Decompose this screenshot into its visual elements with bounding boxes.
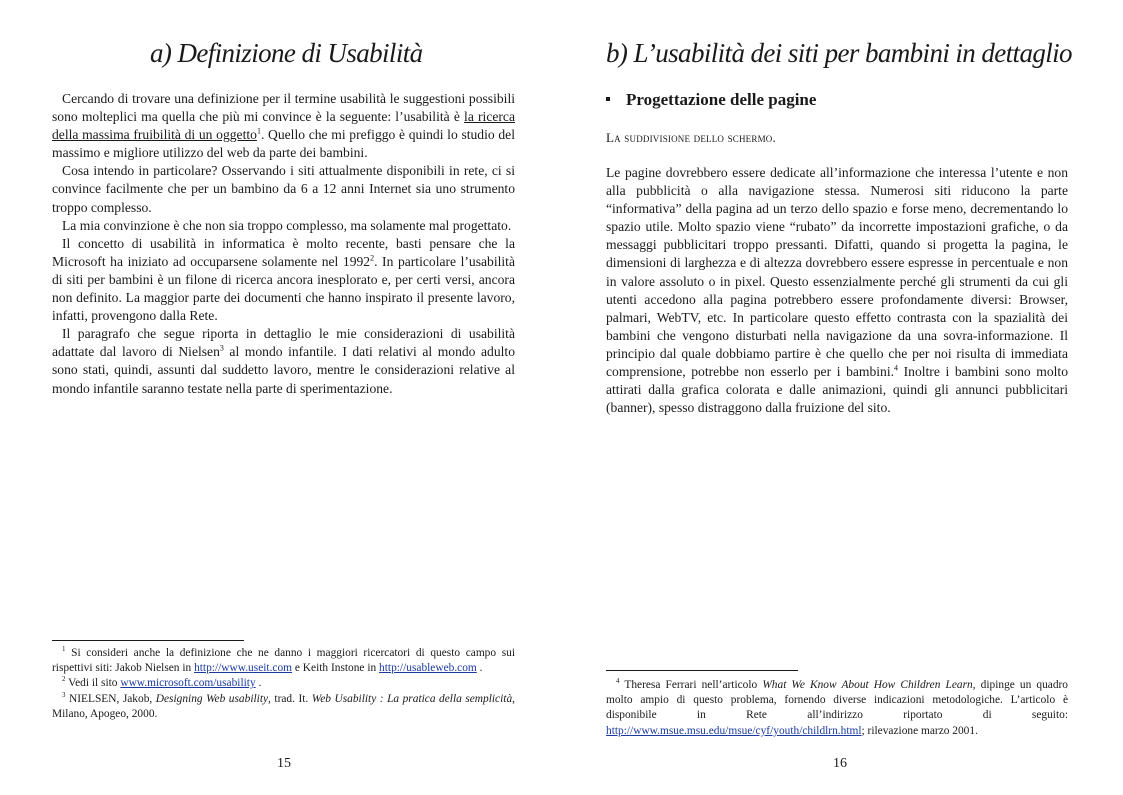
footnote-2: $^2$ Vedi il sito www.microsoft.com/usability .: [62, 675, 262, 690]
footnote-1: $^1$ Si consideri anche la definizione che ne danno i maggiori ricercatori di questo campo sui rispettivi siti: Jakob Nielsen in http://www.useit.com e Keith Instone in http://usableweb.com .: [52, 645, 515, 675]
left-body: [52, 90, 515, 398]
paragraph-2: Cosa intendo in particolare? Osservando i siti attualmente disponibili in rete, ci si convince facilmente che per un bambino da 6 a 12 anni Internet sia uno strumento troppo complesso.: [52, 163, 515, 215]
usableweb-link[interactable]: http://usableweb.com: [379, 662, 477, 675]
microsoft-usability-link[interactable]: www.microsoft.com/usability: [120, 677, 256, 690]
right-page-title: b) L’usabilità dei siti per bambini in dettaglio: [606, 38, 1072, 68]
msue-article-link[interactable]: http://www.msue.msu.edu/msue/cyf/youth/childlrn.html: [606, 724, 862, 737]
section-heading: Progettazione delle pagine: [606, 90, 816, 110]
page-number-right: 16: [833, 756, 847, 771]
paragraph-1: Cercando di trovare una definizione per il termine usabilità le suggestioni possibili sono molteplici ma quella che più mi convince è la seguente: l’usabilità è la ricerca della massima fruibilità di un oggetto$^1$. Quello che mi prefiggo è quindi lo studio del massimo e migliore utilizzo del web da parte dei bambini.: [52, 91, 515, 161]
right-body: [606, 164, 1068, 417]
right-paragraph: Le pagine dovrebbero essere dedicate all’informazione che interessa l’utente e non alla pubblicità o alla navigazione stessa. Numerosi siti riducono la parte “informativa” della pagina ad un terzo dello spazio e forse meno, decrementando lo spazio utile. Molto spazio viene “rubato” da incorrette impostazioni grafiche, o da messaggi pubblicitari troppo pressanti. Difatti, quando si progetta la pagina, le dimensioni di larghezza e di altezza dovrebbero essere espresse in percentuale e non in valore assoluto o in pixel. Questo essenzialmente perché gli strumenti da cui gli utenti accedono alla pagina potrebbero essere profondamente diversi: Browser, palmari, WebTV, etc. In particolare questo effetto contrasta con la spazialità dei bambini che vengono disturbati nella navigazione da una sovra-informazione. Il principio dal quale dobbiamo partire è che quello che per noi risulta di immediata comprensione, potrebbe non esserlo per i bambini.$^4$ Inoltre i bambini sono molto attirati dalla grafica colorata e dalle animazioni, quindi gli annunci pubblicitari (banner), spesso distraggono dalla fruizione del sito.: [606, 165, 1068, 416]
subsection-heading: La suddivisione dello schermo.: [606, 130, 776, 145]
footnote-ref-3: 3: [219, 343, 224, 353]
footnote-3: $^3$ NIELSEN, Jakob, Designing Web usability, trad. It. Web Usability : La pratica della semplicità, Milano, Apogeo, 2000.: [52, 690, 515, 720]
square-bullet-icon: [606, 97, 610, 101]
useit-link[interactable]: http://www.useit.com: [194, 662, 293, 675]
usability-definition: la ricerca della massima fruibilità di un oggetto: [52, 109, 515, 143]
footnote-divider: [606, 670, 798, 671]
left-page: [52, 0, 515, 795]
page-number-left: 15: [277, 756, 291, 771]
footnote-4: $^4$ Theresa Ferrari nell’articolo What We Know About How Children Learn, dipinge un quadro molto ampio di questo problema, fornendo diverse indicazioni metodologiche. L’articolo è disponibile in Rete all’indirizzo riportato di seguito: http://www.msue.msu.edu/msue/cyf/youth/childlrn.html; rilevazione marzo 2001.: [606, 677, 1069, 737]
footnote-divider: [52, 640, 244, 641]
footnote-ref-1: 1: [256, 126, 261, 136]
footnote-ref-4: 4: [894, 363, 899, 373]
right-footnotes: [606, 678, 1068, 739]
footnote-ref-2: 2: [370, 253, 375, 263]
left-footnotes: [52, 646, 515, 722]
paragraph-3: La mia convinzione è che non sia troppo complesso, ma solamente mal progettato.: [62, 217, 512, 233]
right-page: [606, 0, 1072, 795]
left-page-title: a) Definizione di Usabilità: [150, 38, 423, 68]
paragraph-4: Il concetto di usabilità in informatica è molto recente, basti pensare che la Microsoft ha iniziato ad occuparsene solamente nel 1992$^2$. In particolare l’usabilità di siti per bambini è un filone di ricerca ancora inesplorato e, per certi versi, ancora non definito. La maggior parte dei documenti che hanno inspirato il presente lavoro, infatti, provengono dalla Rete.: [52, 235, 515, 324]
paragraph-5: Il paragrafo che segue riporta in dettaglio le mie considerazioni di usabilità adattate dal lavoro di Nielsen$^3$ al mondo infantile. I dati relativi al mondo adulto sono stati, quindi, assunti dal suddetto lavoro, mentre le considerazioni relative al mondo infantile saranno testate nella parte di sperimentazione.: [52, 326, 515, 396]
